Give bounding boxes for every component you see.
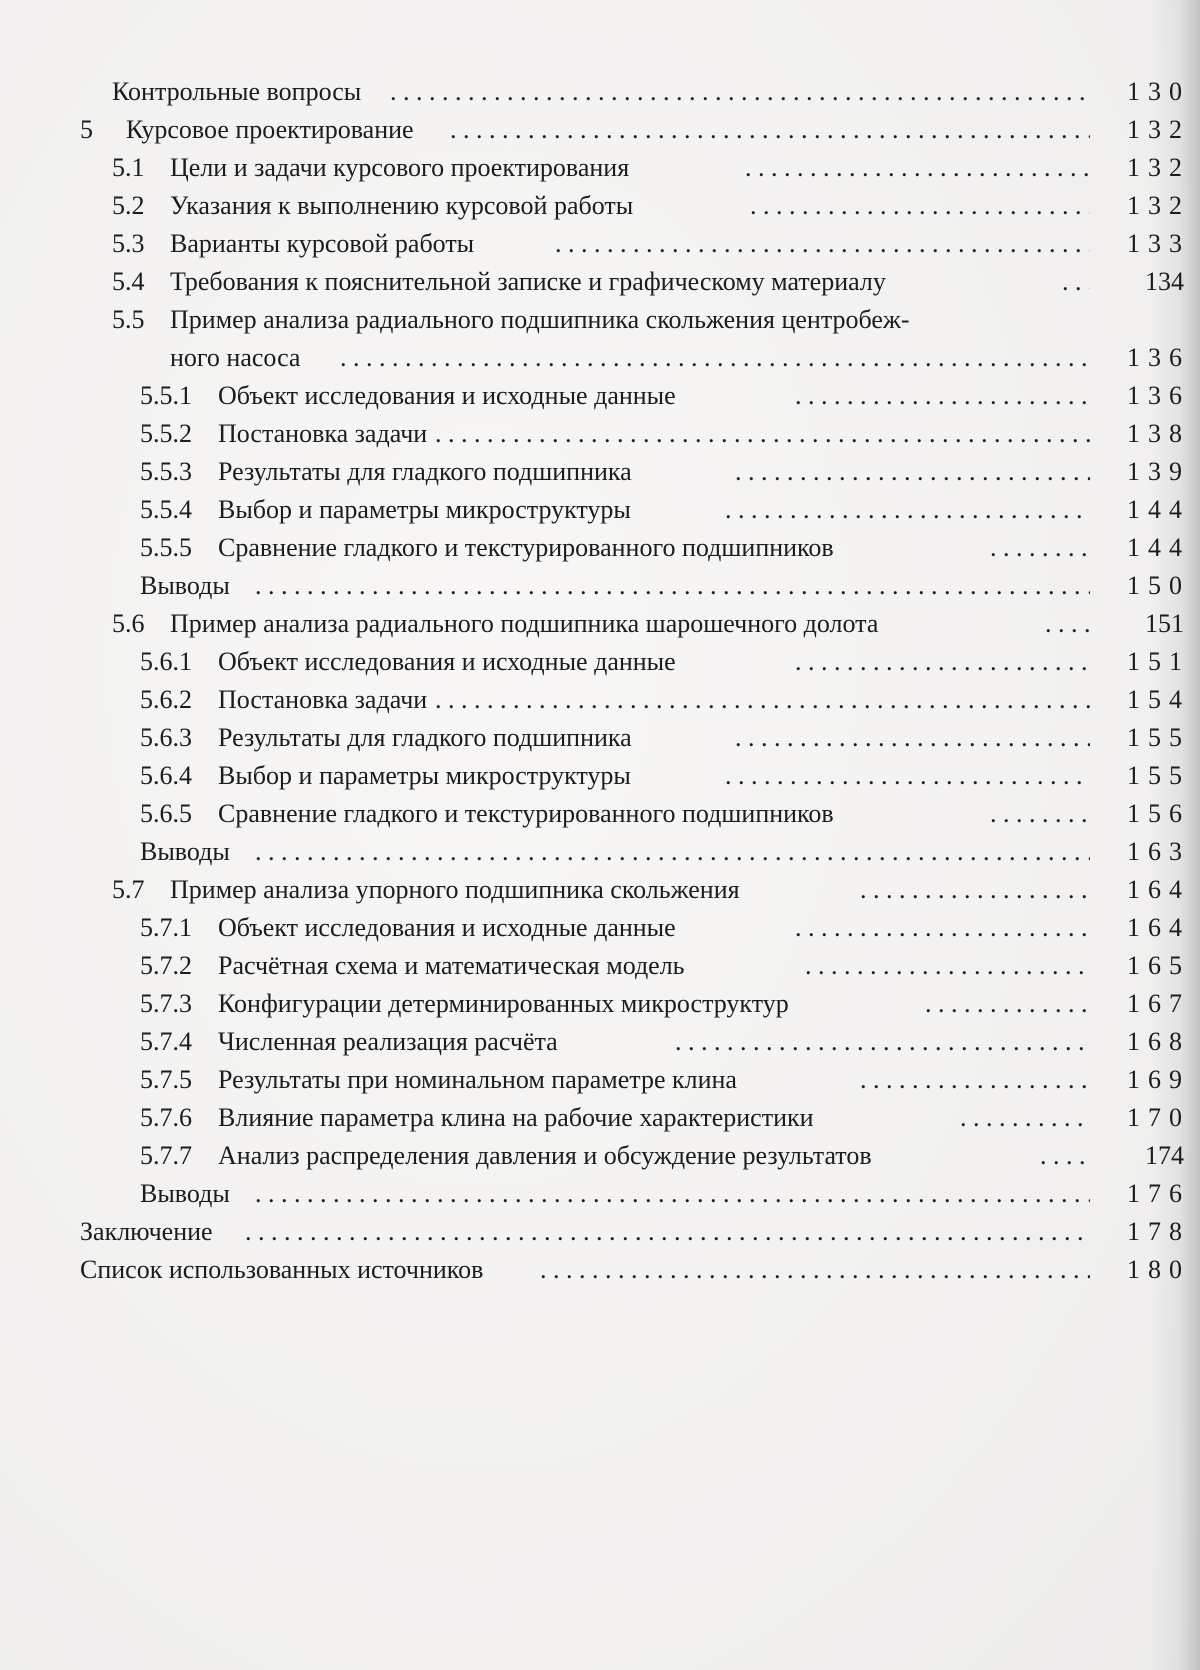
toc-entry <box>0 186 1200 226</box>
toc-entry-number: 5.5.4 <box>140 495 192 524</box>
toc-entry <box>0 376 1200 416</box>
toc-entry <box>0 1212 1200 1252</box>
toc-entry <box>0 300 1200 340</box>
toc-entry-title: Объект исследования и исходные данные <box>218 913 676 942</box>
toc-leader-dots <box>450 110 1090 150</box>
toc-leader-dots <box>925 984 1090 1024</box>
toc-entry <box>0 72 1200 112</box>
toc-leader-dots <box>255 1174 1090 1214</box>
toc-entry-page: 151 <box>1145 609 1184 638</box>
toc-entry-title: Численная реализация расчёта <box>218 1027 558 1056</box>
toc-entry-title: ного насоса <box>170 343 301 372</box>
toc-entry-page: 139 <box>1127 457 1190 486</box>
toc-entry-page: 151 <box>1127 647 1190 676</box>
toc-entry-number: 5.4 <box>112 267 145 296</box>
toc-entry-page: 133 <box>1127 229 1190 258</box>
toc-entry <box>0 338 1200 378</box>
toc-entry-title: Выбор и параметры микроструктуры <box>218 495 631 524</box>
toc-entry-page: 180 <box>1127 1255 1190 1284</box>
toc-entry-page: 150 <box>1127 571 1190 600</box>
toc-leader-dots <box>390 72 1090 112</box>
toc-leader-dots <box>255 566 1090 606</box>
toc-entry-page: 132 <box>1127 153 1190 182</box>
toc-entry-page: 155 <box>1127 761 1190 790</box>
toc-entry-number: 5.7.2 <box>140 951 192 980</box>
toc-entry-number: 5.5.1 <box>140 381 192 410</box>
toc-leader-dots <box>795 376 1090 416</box>
toc-entry-title: Выводы <box>140 1179 230 1208</box>
toc-leader-dots <box>990 528 1090 568</box>
toc-entry-title: Сравнение гладкого и текстурированного подшипников <box>218 799 834 828</box>
toc-entry-title: Пример анализа упорного подшипника скольжения <box>170 875 740 904</box>
toc-entry-page: 136 <box>1127 381 1190 410</box>
toc-entry-title: Выводы <box>140 571 230 600</box>
toc-entry-page: 155 <box>1127 723 1190 752</box>
toc-entry-number: 5.7.4 <box>140 1027 192 1056</box>
toc-entry-number: 5.6.3 <box>140 723 192 752</box>
toc-entry <box>0 832 1200 872</box>
toc-leader-dots <box>860 1060 1090 1100</box>
toc-entry <box>0 1022 1200 1062</box>
toc-leader-dots <box>1045 604 1090 644</box>
toc-entry <box>0 262 1200 302</box>
toc-entry <box>0 1174 1200 1214</box>
toc-entry-page: 156 <box>1127 799 1190 828</box>
toc-entry-title: Заключение <box>80 1217 213 1246</box>
toc-entry <box>0 414 1200 454</box>
toc-leader-dots <box>1062 262 1090 302</box>
toc-leader-dots <box>735 718 1090 758</box>
toc-entry-title: Постановка задачи <box>218 685 428 714</box>
toc-entry-number: 5.5 <box>112 305 145 334</box>
toc-entry-page: 144 <box>1127 533 1190 562</box>
toc-leader-dots <box>435 414 1090 454</box>
toc-entry <box>0 1136 1200 1176</box>
toc-entry-title: Объект исследования и исходные данные <box>218 647 676 676</box>
toc-entry <box>0 718 1200 758</box>
toc-entry <box>0 642 1200 682</box>
toc-entry-title: Расчётная схема и математическая модель <box>218 951 685 980</box>
toc-entry-title: Контрольные вопросы <box>112 77 362 106</box>
toc-leader-dots <box>245 1212 1090 1252</box>
toc-entry-page: 174 <box>1145 1141 1184 1170</box>
toc-leader-dots <box>990 794 1090 834</box>
toc-entry-title: Результаты для гладкого подшипника <box>218 457 632 486</box>
toc-entry-number: 5.6.1 <box>140 647 192 676</box>
toc-leader-dots <box>340 338 1090 378</box>
toc-entry <box>0 756 1200 796</box>
toc-entry-number: 5.7.1 <box>140 913 192 942</box>
toc-entry-title: Варианты курсовой работы <box>170 229 475 258</box>
toc-leader-dots <box>1040 1136 1090 1176</box>
toc-entry-page: 164 <box>1127 875 1190 904</box>
toc-entry <box>0 1098 1200 1138</box>
toc-entry-title: Пример анализа радиального подшипника скольжения центробеж- <box>170 305 910 334</box>
toc-entry-title: Сравнение гладкого и текстурированного подшипников <box>218 533 834 562</box>
toc-entry-number: 5.7.3 <box>140 989 192 1018</box>
toc-entry-page: 134 <box>1145 267 1184 296</box>
toc-leader-dots <box>735 452 1090 492</box>
toc-leader-dots <box>795 642 1090 682</box>
toc-entry <box>0 148 1200 188</box>
toc-entry-number: 5.6.5 <box>140 799 192 828</box>
toc-leader-dots <box>725 756 1090 796</box>
toc-entry-page: 138 <box>1127 419 1190 448</box>
toc-leader-dots <box>675 1022 1090 1062</box>
toc-entry-page: 154 <box>1127 685 1190 714</box>
toc-entry-number: 5.2 <box>112 191 145 220</box>
toc-entry-page: 163 <box>1127 837 1190 866</box>
toc-entry-page: 170 <box>1127 1103 1190 1132</box>
toc-entry-title: Конфигурации детерминированных микроструктур <box>218 989 789 1018</box>
toc-entry-title: Список использованных источников <box>80 1255 484 1284</box>
toc-entry-number: 5.7.5 <box>140 1065 192 1094</box>
toc-entry <box>0 490 1200 530</box>
toc-entry-title: Результаты при номинальном параметре клина <box>218 1065 737 1094</box>
toc-entry <box>0 794 1200 834</box>
toc-entry-page: 144 <box>1127 495 1190 524</box>
toc-entry-title: Курсовое проектирование <box>126 115 414 144</box>
toc-leader-dots <box>860 870 1090 910</box>
toc-entry-number: 5 <box>80 115 93 144</box>
toc-entry-page: 167 <box>1127 989 1190 1018</box>
toc-entry-number: 5.7.6 <box>140 1103 192 1132</box>
toc-entry <box>0 110 1200 150</box>
toc-entry <box>0 680 1200 720</box>
toc-entry <box>0 946 1200 986</box>
toc-leader-dots <box>725 490 1090 530</box>
toc-entry <box>0 224 1200 264</box>
toc-entry <box>0 908 1200 948</box>
toc-entry <box>0 1060 1200 1100</box>
toc-entry-page: 132 <box>1127 115 1190 144</box>
toc-entry-number: 5.7 <box>112 875 145 904</box>
toc-entry-page: 132 <box>1127 191 1190 220</box>
toc-leader-dots <box>750 186 1090 226</box>
toc-entry-title: Пример анализа радиального подшипника шарошечного долота <box>170 609 879 638</box>
toc-leader-dots <box>960 1098 1090 1138</box>
toc-entry <box>0 1250 1200 1290</box>
toc-entry-title: Цели и задачи курсового проектирования <box>170 153 630 182</box>
toc-leader-dots <box>805 946 1090 986</box>
toc-entry-page: 165 <box>1127 951 1190 980</box>
toc-entry-title: Требования к пояснительной записке и графическому материалу <box>170 267 886 296</box>
toc-entry-number: 5.5.3 <box>140 457 192 486</box>
toc-entry-title: Выводы <box>140 837 230 866</box>
toc-entry-page: 136 <box>1127 343 1190 372</box>
toc-leader-dots <box>255 832 1090 872</box>
toc-entry-title: Результаты для гладкого подшипника <box>218 723 632 752</box>
toc-entry <box>0 984 1200 1024</box>
toc-entry-number: 5.7.7 <box>140 1141 192 1170</box>
toc-entry-number: 5.6.4 <box>140 761 192 790</box>
toc-entry-number: 5.3 <box>112 229 145 258</box>
toc-leader-dots <box>795 908 1090 948</box>
toc-leader-dots <box>745 148 1090 188</box>
toc-entry <box>0 566 1200 606</box>
toc-entry-number: 5.6.2 <box>140 685 192 714</box>
toc-entry-number: 5.5.5 <box>140 533 192 562</box>
toc-entry-number: 5.1 <box>112 153 145 182</box>
toc-entry-title: Указания к выполнению курсовой работы <box>170 191 634 220</box>
toc-entry-number: 5.5.2 <box>140 419 192 448</box>
toc-entry-page: 164 <box>1127 913 1190 942</box>
toc-entry <box>0 604 1200 644</box>
toc-entry-page: 176 <box>1127 1179 1190 1208</box>
toc-leader-dots <box>540 1250 1090 1290</box>
toc-entry-page: 169 <box>1127 1065 1190 1094</box>
toc-entry <box>0 452 1200 492</box>
toc-entry-number: 5.6 <box>112 609 145 638</box>
toc-entry-page: 178 <box>1127 1217 1190 1246</box>
toc-entry-page: 168 <box>1127 1027 1190 1056</box>
toc-leader-dots <box>555 224 1090 264</box>
toc-entry-title: Объект исследования и исходные данные <box>218 381 676 410</box>
toc-entry-title: Постановка задачи <box>218 419 428 448</box>
toc-entry <box>0 870 1200 910</box>
toc-entry-page: 130 <box>1127 77 1190 106</box>
toc-entry-title: Выбор и параметры микроструктуры <box>218 761 631 790</box>
toc-entry <box>0 528 1200 568</box>
toc-leader-dots <box>435 680 1090 720</box>
toc-entry-title: Влияние параметра клина на рабочие характеристики <box>218 1103 814 1132</box>
toc-entry-title: Анализ распределения давления и обсуждение результатов <box>218 1141 872 1170</box>
